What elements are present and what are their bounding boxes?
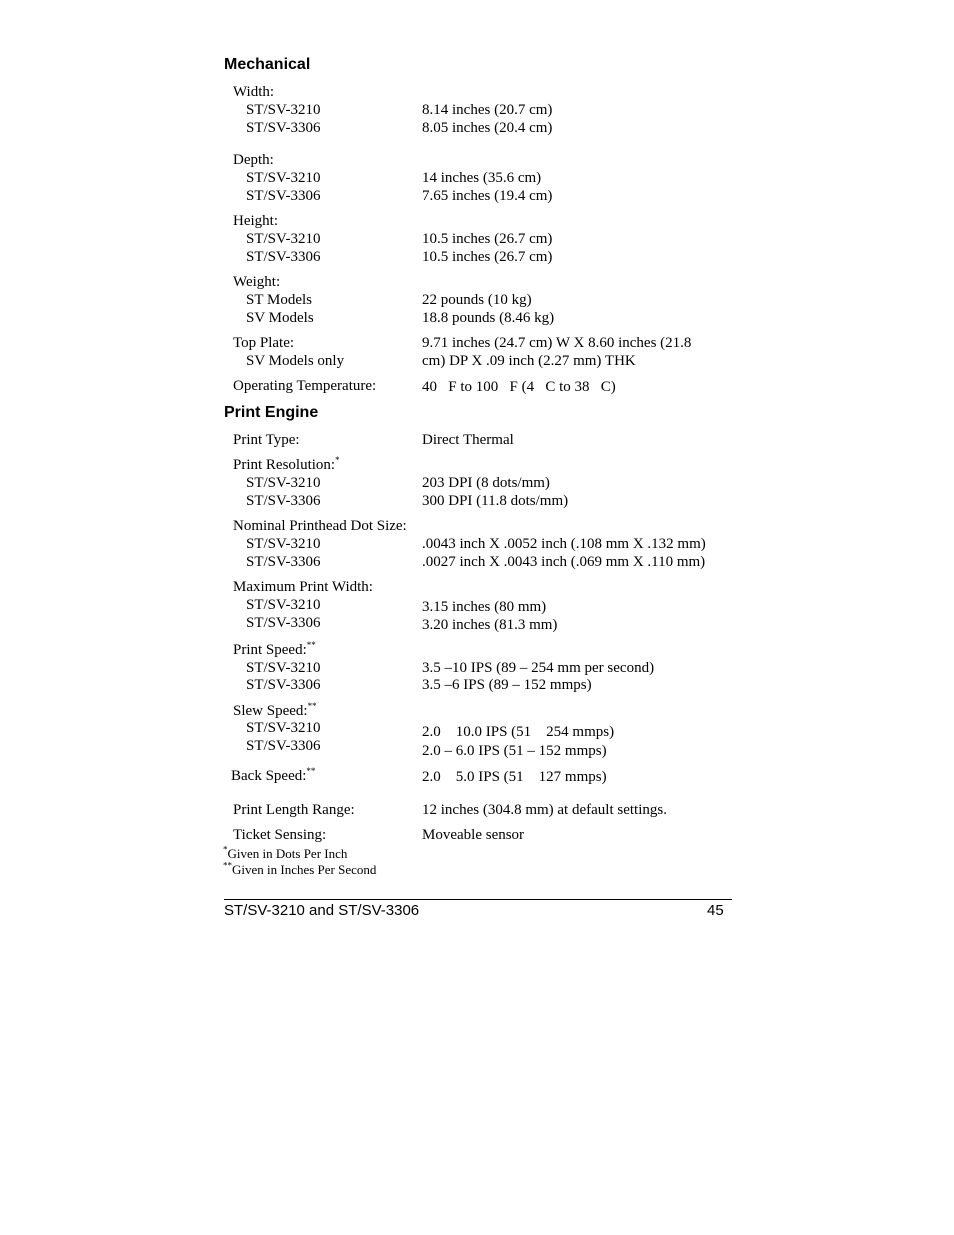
print-speed-model-2: ST/SV-3306 (246, 677, 321, 693)
resolution-model-2: ST/SV-3306 (246, 493, 321, 509)
footer-divider (224, 899, 732, 900)
weight-model-1: ST Models (246, 292, 312, 308)
print-speed-value-1: 3.5 –10 IPS (89 – 254 mm per second) (422, 660, 655, 676)
footer-title: ST/SV-3210 and ST/SV-3306 (224, 902, 420, 919)
print-speed-model-1: ST/SV-3210 (246, 660, 321, 676)
dot-size-value-2: .0027 inch X .0043 inch (.069 mm X .110 mm) (422, 554, 706, 570)
max-print-width-label: Maximum Print Width: (233, 579, 373, 595)
width-value-1: 8.14 inches (20.7 cm) (422, 102, 553, 118)
max-width-value-1: 3.15 inches (80 mm) (422, 599, 547, 615)
dot-size-label: Nominal Printhead Dot Size: (233, 518, 407, 534)
weight-label: Weight: (233, 274, 281, 290)
top-plate-value-line-1: 9.71 inches (24.7 cm) W X 8.60 inches (21.8 (422, 335, 692, 351)
depth-value-2: 7.65 inches (19.4 cm) (422, 188, 553, 204)
operating-temperature-label: Operating Temperature: (233, 378, 377, 394)
footnote-marker: ** (306, 766, 316, 776)
depth-label: Depth: (233, 152, 274, 168)
height-label: Height: (233, 213, 278, 229)
resolution-value-2: 300 DPI (11.8 dots/mm) (422, 493, 569, 509)
section-heading-print-engine: Print Engine (224, 404, 319, 421)
footnote-marker: ** (306, 640, 316, 650)
print-resolution-label: Print Resolution:* (233, 455, 340, 473)
footnote-2: **Given in Inches Per Second (223, 860, 377, 877)
weight-value-1: 22 pounds (10 kg) (422, 292, 532, 308)
max-width-model-2: ST/SV-3306 (246, 615, 321, 631)
slew-speed-model-2: ST/SV-3306 (246, 738, 321, 754)
operating-temperature-value: 40 F to 100 F (4 C to 38 C) (422, 379, 616, 395)
width-value-2: 8.05 inches (20.4 cm) (422, 120, 553, 136)
print-speed-label: Print Speed:** (233, 640, 316, 658)
slew-speed-value-2: 2.0 – 6.0 IPS (51 – 152 mmps) (422, 743, 607, 759)
slew-speed-label: Slew Speed:** (233, 701, 317, 719)
page-number: 45 (707, 902, 724, 919)
depth-model-2: ST/SV-3306 (246, 188, 321, 204)
print-type-label: Print Type: (233, 432, 300, 448)
slew-speed-value-1: 2.0 10.0 IPS (51 254 mmps) (422, 724, 615, 740)
section-heading-mechanical: Mechanical (224, 56, 311, 73)
print-length-range-value: 12 inches (304.8 mm) at default settings. (422, 802, 667, 818)
dot-size-model-1: ST/SV-3210 (246, 536, 321, 552)
width-model-1: ST/SV-3210 (246, 102, 321, 118)
slew-speed-model-1: ST/SV-3210 (246, 720, 321, 736)
height-model-1: ST/SV-3210 (246, 231, 321, 247)
back-speed-value: 2.0 5.0 IPS (51 127 mmps) (422, 769, 607, 785)
back-speed-label: Back Speed:** (231, 766, 316, 784)
resolution-model-1: ST/SV-3210 (246, 475, 321, 491)
height-model-2: ST/SV-3306 (246, 249, 321, 265)
footnote-marker: * (335, 455, 340, 465)
weight-model-2: SV Models (246, 310, 314, 326)
print-speed-value-2: 3.5 –6 IPS (89 – 152 mmps) (422, 677, 592, 693)
width-model-2: ST/SV-3306 (246, 120, 321, 136)
resolution-value-1: 203 DPI (8 dots/mm) (422, 475, 550, 491)
print-type-value: Direct Thermal (422, 432, 514, 448)
depth-model-1: ST/SV-3210 (246, 170, 321, 186)
ticket-sensing-value: Moveable sensor (422, 827, 525, 843)
max-width-value-2: 3.20 inches (81.3 mm) (422, 617, 558, 633)
height-value-2: 10.5 inches (26.7 cm) (422, 249, 553, 265)
width-label: Width: (233, 84, 275, 100)
ticket-sensing-label: Ticket Sensing: (233, 827, 327, 843)
top-plate-sub-label: SV Models only (246, 353, 345, 369)
depth-value-1: 14 inches (35.6 cm) (422, 170, 542, 186)
footnote-marker: ** (307, 701, 317, 711)
dot-size-model-2: ST/SV-3306 (246, 554, 321, 570)
footnote-1: *Given in Dots Per Inch (223, 844, 348, 861)
top-plate-value-line-2: cm) DP X .09 inch (2.27 mm) THK (422, 353, 636, 369)
max-width-model-1: ST/SV-3210 (246, 597, 321, 613)
top-plate-label: Top Plate: (233, 335, 295, 351)
print-length-range-label: Print Length Range: (233, 802, 355, 818)
weight-value-2: 18.8 pounds (8.46 kg) (422, 310, 555, 326)
dot-size-value-1: .0043 inch X .0052 inch (.108 mm X .132 mm) (422, 536, 706, 552)
height-value-1: 10.5 inches (26.7 cm) (422, 231, 553, 247)
